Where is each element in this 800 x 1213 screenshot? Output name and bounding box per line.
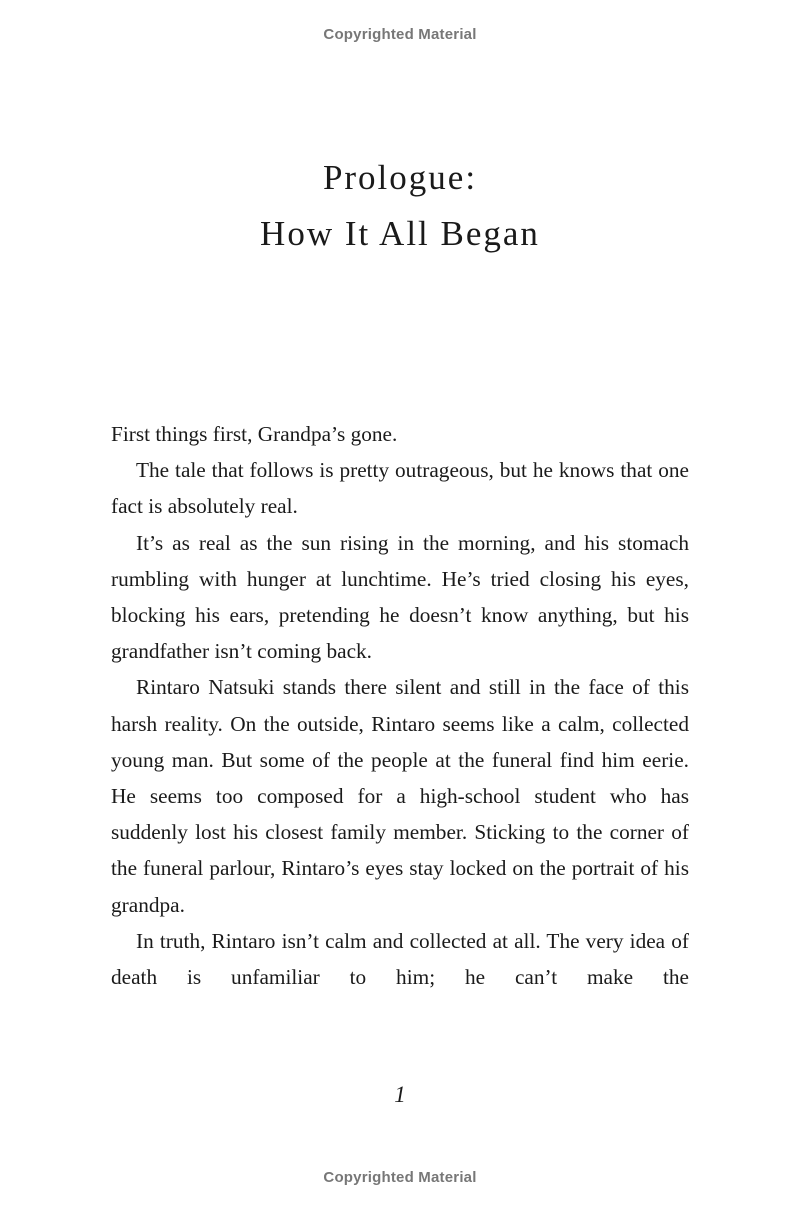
page-number: 1 <box>394 1082 406 1107</box>
paragraph-4: Rintaro Natsuki stands there silent and still in the face of this harsh reality. On the outside, Rintaro seems like a calm, collected young man. But some of the people at the funeral find him eerie. He seems too composed for a high-school student who has suddenly lost his closest family member. Sticking to the corner of the funeral parlour, Rintaro’s eyes stay locked on the portrait of his grandpa. <box>111 675 689 917</box>
copyright-watermark-top: Copyrighted Material <box>323 26 477 43</box>
chapter-title-line-1: Prologue: <box>322 158 478 197</box>
paragraph-1: First things first, Grandpa’s gone. <box>111 422 398 446</box>
paragraph-3: It’s as real as the sun rising in the morning, and his stomach rumbling with hunger at lunchtime. He’s tried closing his eyes, blocking his ears, pretending he doesn’t know anything, but his grandfather isn’t coming back. <box>111 530 689 664</box>
chapter-body <box>111 416 689 995</box>
paragraph-2: The tale that follows is pretty outrageous, but he knows that one fact is absolutely real. <box>111 458 689 519</box>
chapter-title-line-2: How It All Began <box>260 214 540 253</box>
copyright-watermark-bottom: Copyrighted Material <box>323 1169 477 1186</box>
paragraph-5: In truth, Rintaro isn’t calm and collected at all. The very idea of death is unfamiliar to him; he can’t make the <box>111 928 689 990</box>
